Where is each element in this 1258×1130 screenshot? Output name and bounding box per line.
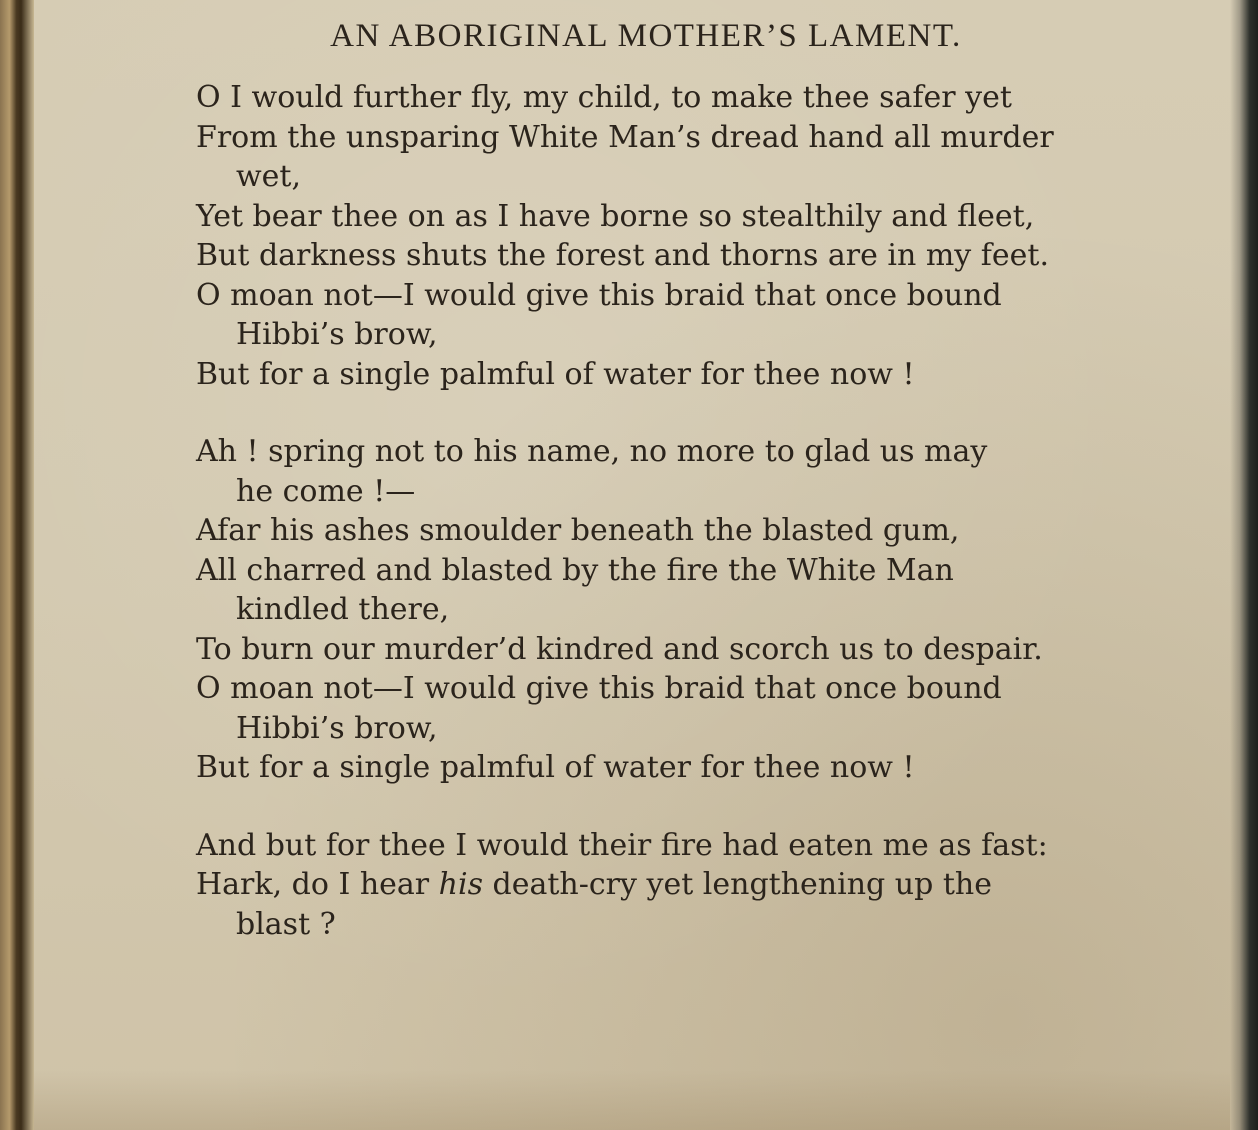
poem-line: Yet bear thee on as I have borne so stealthily and fleet, [196,198,1035,234]
poem-line: But for a single palmful of water for thee now ! [196,750,915,785]
poem-line: All charred and blasted by the fire the White Man [196,552,954,588]
book-spine-edge [0,0,34,1130]
poem-line: O moan not—I would give this braid that once bound [196,671,1002,706]
stanza-1 [196,78,1096,394]
poem-line: To burn our murder’d kindred and scorch us to despair. [196,631,1043,667]
poem-line [196,865,1096,905]
poem-line-continuation: wet, [236,159,302,194]
poem-line: Afar his ashes smoulder beneath the blasted gum, [196,513,960,548]
page-bottom-shade [34,1070,1230,1130]
stanza-3 [196,826,1096,945]
poem-line-continuation: he come !— [236,473,416,509]
page-right-edge [1230,0,1258,1130]
poem-line-text: death-cry yet lengthening up the [482,867,992,902]
poem-line: But darkness shuts the forest and thorns are in my feet. [196,238,1049,273]
poem-line-continuation: Hibbi’s brow, [236,710,438,746]
poem-line: O moan not—I would give this braid that once bound [196,277,1002,313]
poem-line: But for a single palmful of water for thee now ! [196,356,915,392]
poem-line-continuation: blast ? [236,906,336,942]
poem-line-continuation: Hibbi’s brow, [236,317,438,352]
poem-line: Ah ! spring not to his name, no more to glad us may [196,434,988,469]
poem-line: From the unsparing White Man’s dread hand all murder [196,119,1054,155]
poem-line: O I would further fly, my child, to make thee safer yet [196,80,1012,115]
poem-line: And but for thee I would their fire had eaten me as fast: [196,827,1048,863]
poem-line-text: Hark, do I hear [196,867,439,902]
poem-title: AN ABORIGINAL MOTHER’S LAMENT. [330,18,962,54]
poem-italic-word: his [438,867,483,902]
poem [196,14,1096,982]
stanza-2 [196,432,1096,788]
poem-line-continuation: kindled there, [236,592,450,627]
